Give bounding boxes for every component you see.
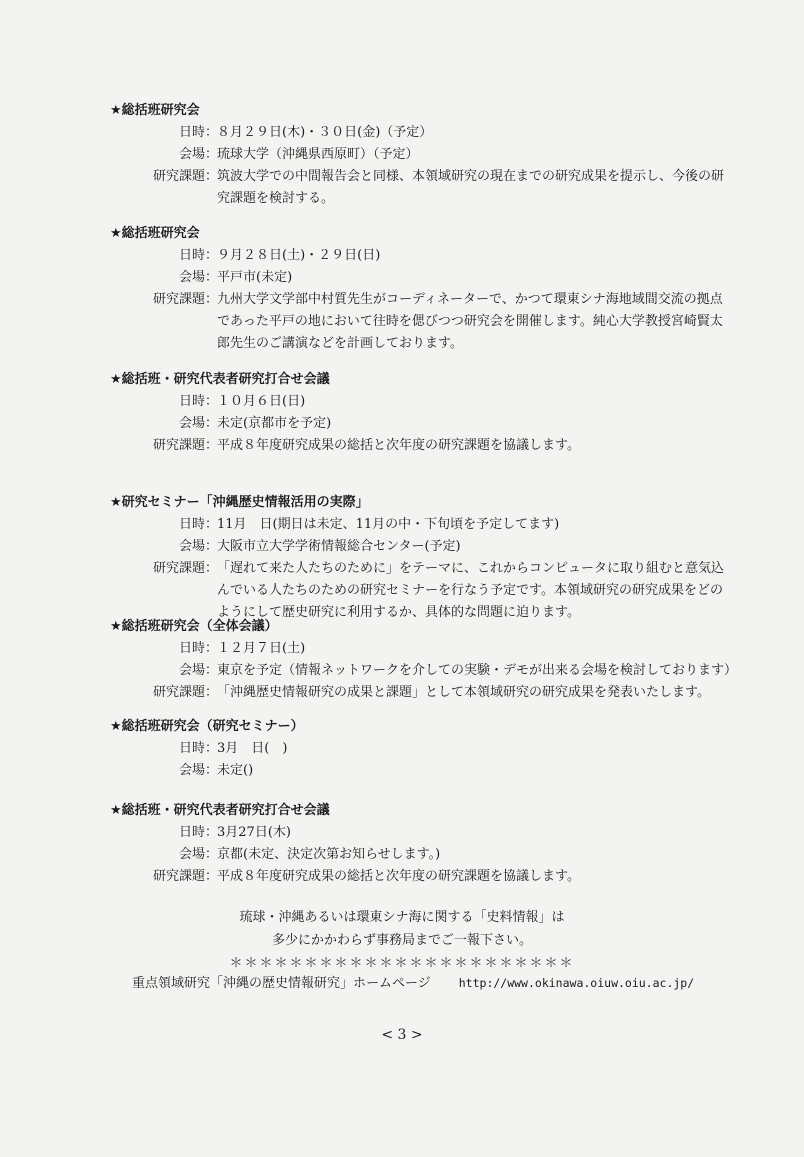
homepage-url[interactable]: http://www.okinawa.oiuw.oiu.ac.jp/ xyxy=(458,976,695,990)
event-row xyxy=(110,245,750,267)
event-block xyxy=(110,800,750,888)
row-label: 会場 xyxy=(178,416,205,431)
row-value-line: 「沖縄歴史情報研究の成果と課題」として本領域研究の研究成果を発表いたします。 xyxy=(217,685,710,700)
row-value-line: 琉球大学（沖縄県西原町）（予定） xyxy=(217,147,419,162)
event-block xyxy=(110,616,750,704)
row-value xyxy=(217,536,750,558)
row-label: 研究課題 xyxy=(152,292,205,307)
event-title: ★総括班研究会（研究セミナー） xyxy=(110,719,304,734)
event-title: ★研究セミナー「沖縄歴史情報活用の実際」 xyxy=(110,495,369,510)
event-row xyxy=(110,760,750,782)
row-value-line: 未定() xyxy=(217,763,254,778)
row-value-line: ８月２９日(木)・３０日(金)（予定） xyxy=(217,125,433,140)
event-row xyxy=(110,514,750,536)
event-title: ★総括班・研究代表者研究打合せ会議 xyxy=(110,372,330,387)
row-value-line: 筑波大学での中間報告会と同様、本領域研究の現在までの研究成果を提示し、今後の研 xyxy=(217,169,725,184)
row-label: 日時 xyxy=(178,517,205,532)
row-value-line: 郎先生のご講演などを計画しております。 xyxy=(217,336,463,351)
homepage-label: 重点領域研究「沖縄の歴史情報研究」ホームページ xyxy=(132,976,431,991)
row-value xyxy=(217,166,750,210)
event-block xyxy=(110,100,750,210)
star-divider: ＊＊＊＊＊＊＊＊＊＊＊＊＊＊＊＊＊＊＊＊＊＊＊ xyxy=(229,956,575,971)
row-separator: ： xyxy=(205,169,219,184)
notice-line-1: 琉球・沖縄あるいは環東シナ海に関する「史料情報」は xyxy=(239,910,565,925)
row-value xyxy=(217,738,750,760)
row-label: 会場 xyxy=(178,270,205,285)
row-value-line: 究課題を検討する。 xyxy=(217,191,335,206)
row-label: 研究課題 xyxy=(152,561,205,576)
event-block xyxy=(110,492,750,624)
row-value xyxy=(217,122,750,144)
row-value-line: 3月27日(木) xyxy=(217,825,291,840)
row-value xyxy=(217,866,750,888)
row-value xyxy=(217,844,750,866)
row-value-line: 3月 日( ) xyxy=(217,741,288,756)
row-label: 日時 xyxy=(178,125,205,140)
row-label: 研究課題 xyxy=(152,438,205,453)
row-value-line: 大阪市立大学学術情報総合センター(予定) xyxy=(217,539,461,554)
event-block xyxy=(110,369,750,457)
event-block xyxy=(110,716,750,782)
row-separator: ： xyxy=(205,270,219,285)
row-separator: ： xyxy=(205,438,219,453)
row-separator: ： xyxy=(205,517,219,532)
event-title: ★総括班研究会（全体会議） xyxy=(110,619,278,634)
event-title: ★総括班研究会 xyxy=(110,103,200,118)
event-row xyxy=(110,558,750,624)
row-label: 日時 xyxy=(178,825,205,840)
event-row xyxy=(110,267,750,289)
row-separator: ： xyxy=(205,741,219,756)
row-label: 会場 xyxy=(178,147,205,162)
row-separator: ： xyxy=(205,248,219,263)
row-label: 日時 xyxy=(178,394,205,409)
row-value xyxy=(217,822,750,844)
row-value xyxy=(217,413,750,435)
event-row xyxy=(110,166,750,210)
event-title: ★総括班・研究代表者研究打合せ会議 xyxy=(110,803,330,818)
event-title: ★総括班研究会 xyxy=(110,226,200,241)
row-separator: ： xyxy=(205,825,219,840)
event-row xyxy=(110,289,750,355)
row-label: 会場 xyxy=(178,663,205,678)
row-value-line: １０月６日(日) xyxy=(217,394,306,409)
page-number: < 3 > xyxy=(381,1027,423,1043)
event-row xyxy=(110,844,750,866)
event-row xyxy=(110,391,750,413)
row-value-line: 京都(未定、決定次第お知らせします。) xyxy=(217,847,441,862)
event-row xyxy=(110,638,750,660)
row-value xyxy=(217,660,750,682)
event-row xyxy=(110,144,750,166)
row-label: 会場 xyxy=(178,539,205,554)
row-value xyxy=(217,391,750,413)
row-value-line: １２月７日(土) xyxy=(217,641,306,656)
event-block xyxy=(110,223,750,355)
row-value-line: ようにして歴史研究に利用するか、具体的な問題に迫ります。 xyxy=(217,605,580,620)
row-value-line: 11月 日(期日は未定、11月の中・下旬頃を予定してます) xyxy=(217,517,560,532)
row-value xyxy=(217,435,750,457)
row-separator: ： xyxy=(205,685,219,700)
row-separator: ： xyxy=(205,416,219,431)
row-value-line: 未定(京都市を予定) xyxy=(217,416,332,431)
row-separator: ： xyxy=(205,561,219,576)
row-value-line: 「遅れて来た人たちのために」をテーマに、これからコンピュータに取り組むと意気込 xyxy=(217,561,725,576)
row-value xyxy=(217,558,750,624)
row-value-line: んでいる人たちのための研究セミナーを行なう予定です。本領域研究の研究成果をどの xyxy=(217,583,723,598)
row-value-line: ９月２８日(土)・２９日(日) xyxy=(217,248,381,263)
row-separator: ： xyxy=(205,763,219,778)
row-separator: ： xyxy=(205,663,219,678)
row-separator: ： xyxy=(205,641,219,656)
row-label: 研究課題 xyxy=(152,869,205,884)
row-separator: ： xyxy=(205,539,219,554)
event-row xyxy=(110,536,750,558)
row-separator: ： xyxy=(205,125,219,140)
event-row xyxy=(110,660,750,682)
row-label: 日時 xyxy=(178,741,205,756)
event-row xyxy=(110,866,750,888)
row-separator: ： xyxy=(205,869,219,884)
event-row xyxy=(110,738,750,760)
row-label: 日時 xyxy=(178,641,205,656)
homepage-line xyxy=(132,972,752,991)
notice-line-2: 多少にかかわらず事務局までご一報下さい。 xyxy=(271,933,532,948)
row-separator: ： xyxy=(205,147,219,162)
row-value-line: 東京を予定（情報ネットワークを介しての実験・デモが出来る会場を検討しております） xyxy=(217,663,738,678)
row-value xyxy=(217,245,750,267)
row-value-line: 九州大学文学部中村質先生がコーディネーターで、かつて環東シナ海地域間交流の拠点 xyxy=(217,292,723,307)
event-row xyxy=(110,822,750,844)
row-separator: ： xyxy=(205,847,219,862)
row-value-line: であった平戸の地において往時を偲びつつ研究会を開催します。純心大学教授宮崎賢太 xyxy=(217,314,723,329)
row-label: 研究課題 xyxy=(152,169,205,184)
row-label: 研究課題 xyxy=(152,685,205,700)
row-separator: ： xyxy=(205,394,219,409)
row-value-line: 平成８年度研究成果の総括と次年度の研究課題を協議します。 xyxy=(217,438,580,453)
row-value xyxy=(217,638,750,660)
row-value xyxy=(217,289,750,355)
event-row xyxy=(110,682,750,704)
event-row xyxy=(110,435,750,457)
row-label: 会場 xyxy=(178,847,205,862)
event-row xyxy=(110,122,750,144)
row-value xyxy=(217,267,750,289)
row-value-line: 平戸市(未定) xyxy=(217,270,293,285)
row-label: 会場 xyxy=(178,763,205,778)
event-row xyxy=(110,413,750,435)
row-value-line: 平成８年度研究成果の総括と次年度の研究課題を協議します。 xyxy=(217,869,580,884)
row-separator: ： xyxy=(205,292,219,307)
row-value xyxy=(217,144,750,166)
row-value xyxy=(217,760,750,782)
row-value xyxy=(217,682,750,704)
row-value xyxy=(217,514,750,536)
row-label: 日時 xyxy=(178,248,205,263)
